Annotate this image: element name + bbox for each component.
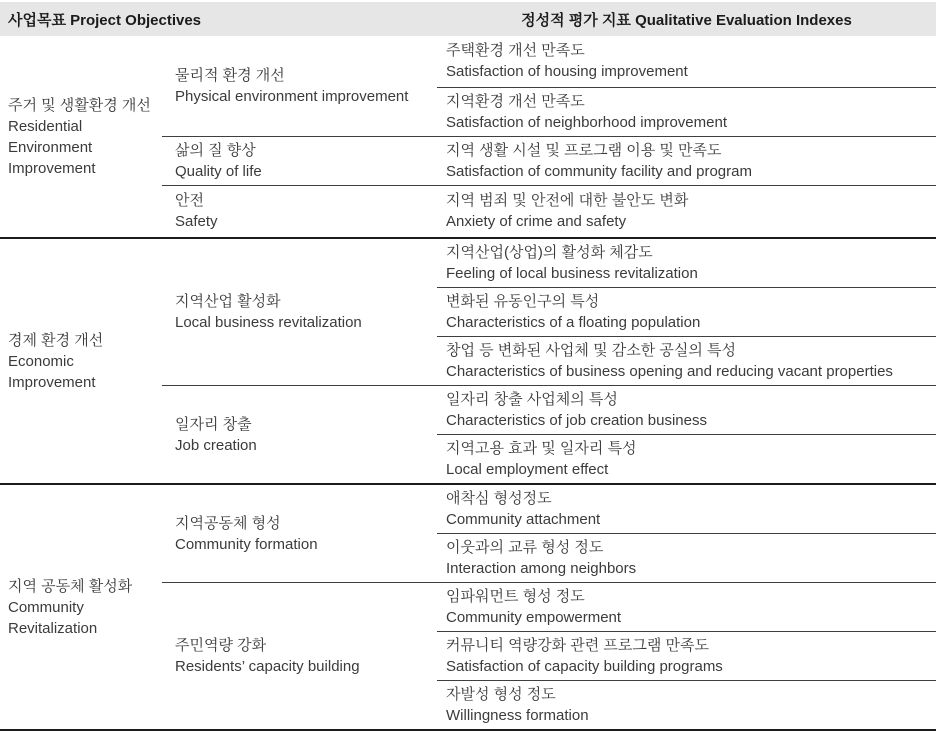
sub-objective-cell-safety — [162, 185, 437, 238]
category-english-label: Residential Environment Improvement — [8, 117, 96, 177]
sub-objective-korean-label: 물리적 환경 개선 — [175, 66, 285, 84]
evaluation-index-table — [0, 2, 936, 731]
index-cell — [437, 36, 936, 87]
index-korean-label: 변화된 유동인구의 특성 — [446, 293, 600, 310]
sub-objective-english-label: Physical environment improvement — [175, 87, 409, 105]
index-korean-label: 지역고용 효과 및 일자리 특성 — [446, 440, 637, 457]
index-korean-label: 커뮤니티 역량강화 관련 프로그램 만족도 — [446, 637, 710, 654]
sub-objective-korean-label: 주민역량 강화 — [175, 637, 267, 654]
index-cell — [437, 583, 936, 632]
category-english-label: Community Revitalization — [8, 598, 98, 637]
index-english-label: Satisfaction of community facility and program — [446, 162, 752, 180]
category-korean-label: 주거 및 생활환경 개선 — [8, 96, 151, 114]
index-korean-label: 주택환경 개선 만족도 — [446, 42, 585, 60]
sub-objective-english-label: Quality of life — [175, 162, 262, 180]
sub-objective-korean-label: 안전 — [175, 192, 204, 210]
table-row — [0, 238, 936, 288]
index-english-label: Characteristics of job creation business — [446, 412, 707, 429]
index-cell — [437, 136, 936, 185]
sub-objective-cell-physical-environment — [162, 36, 437, 136]
sub-objective-cell-community-formation — [162, 484, 437, 583]
index-cell — [437, 238, 936, 288]
index-cell — [437, 337, 936, 386]
index-cell — [437, 681, 936, 731]
sub-objective-cell-job-creation — [162, 386, 437, 485]
index-english-label: Community attachment — [446, 511, 601, 528]
category-korean-label: 지역 공동체 활성화 — [8, 577, 133, 595]
index-cell — [437, 632, 936, 681]
index-english-label: Satisfaction of housing improvement — [446, 63, 688, 81]
sub-objective-korean-label: 일자리 창출 — [175, 415, 252, 433]
index-cell — [437, 185, 936, 238]
index-cell — [437, 87, 936, 136]
index-english-label: Characteristics of a floating population — [446, 314, 701, 331]
index-korean-label: 지역산업(상업)의 활성화 체감도 — [446, 244, 653, 261]
sub-objective-cell-quality-of-life — [162, 136, 437, 185]
category-english-label: Economic Improvement — [8, 352, 96, 391]
index-english-label: Community empowerment — [446, 609, 622, 626]
index-korean-label: 지역 생활 시설 및 프로그램 이용 및 만족도 — [446, 141, 722, 159]
table-row — [0, 484, 936, 534]
sub-objective-english-label: Safety — [175, 213, 218, 231]
index-korean-label: 이웃과의 교류 형성 정도 — [446, 539, 604, 556]
index-cell — [437, 435, 936, 485]
index-cell — [437, 288, 936, 337]
index-korean-label: 일자리 창출 사업체의 특성 — [446, 391, 618, 408]
index-korean-label: 임파워먼트 형성 정도 — [446, 588, 585, 605]
index-english-label: Satisfaction of capacity building programs — [446, 658, 723, 675]
category-cell-residential — [0, 36, 162, 238]
table-row — [0, 36, 936, 87]
sub-objective-korean-label: 지역공동체 형성 — [175, 514, 281, 532]
index-korean-label: 지역 범죄 및 안전에 대한 불안도 변화 — [446, 192, 689, 210]
index-cell — [437, 534, 936, 583]
indexes-header-cell: 정성적 평가 지표 Qualitative Evaluation Indexes — [437, 2, 936, 36]
category-korean-label: 경제 환경 개선 — [8, 331, 104, 349]
index-english-label: Satisfaction of neighborhood improvement — [446, 113, 728, 131]
index-cell — [437, 386, 936, 435]
index-english-label: Willingness formation — [446, 707, 589, 724]
index-korean-label: 지역환경 개선 만족도 — [446, 92, 585, 110]
sub-objective-english-label: Residents’ capacity building — [175, 658, 360, 675]
sub-objective-cell-residents-capacity — [162, 583, 437, 731]
index-korean-label: 애착심 형성정도 — [446, 490, 552, 507]
index-english-label: Anxiety of crime and safety — [446, 213, 627, 231]
category-cell-community — [0, 484, 162, 730]
index-english-label: Interaction among neighbors — [446, 560, 637, 577]
table-header-row — [0, 2, 936, 36]
sub-objective-cell-local-business — [162, 238, 437, 386]
sub-objective-english-label: Community formation — [175, 535, 318, 553]
sub-objective-korean-label: 지역산업 활성화 — [175, 293, 281, 310]
sub-objective-english-label: Job creation — [175, 436, 257, 454]
sub-objective-korean-label: 삶의 질 향상 — [175, 141, 256, 159]
index-english-label: Feeling of local business revitalization — [446, 265, 698, 282]
objectives-header-cell: 사업목표 Project Objectives — [0, 2, 437, 36]
index-korean-label: 자발성 형성 정도 — [446, 686, 556, 703]
category-cell-economic — [0, 238, 162, 484]
sub-objective-english-label: Local business revitalization — [175, 314, 362, 331]
index-cell — [437, 484, 936, 534]
index-english-label: Characteristics of business opening and reducing vacant properties — [446, 363, 893, 380]
index-english-label: Local employment effect — [446, 461, 609, 478]
index-korean-label: 창업 등 변화된 사업체 및 감소한 공실의 특성 — [446, 342, 736, 359]
